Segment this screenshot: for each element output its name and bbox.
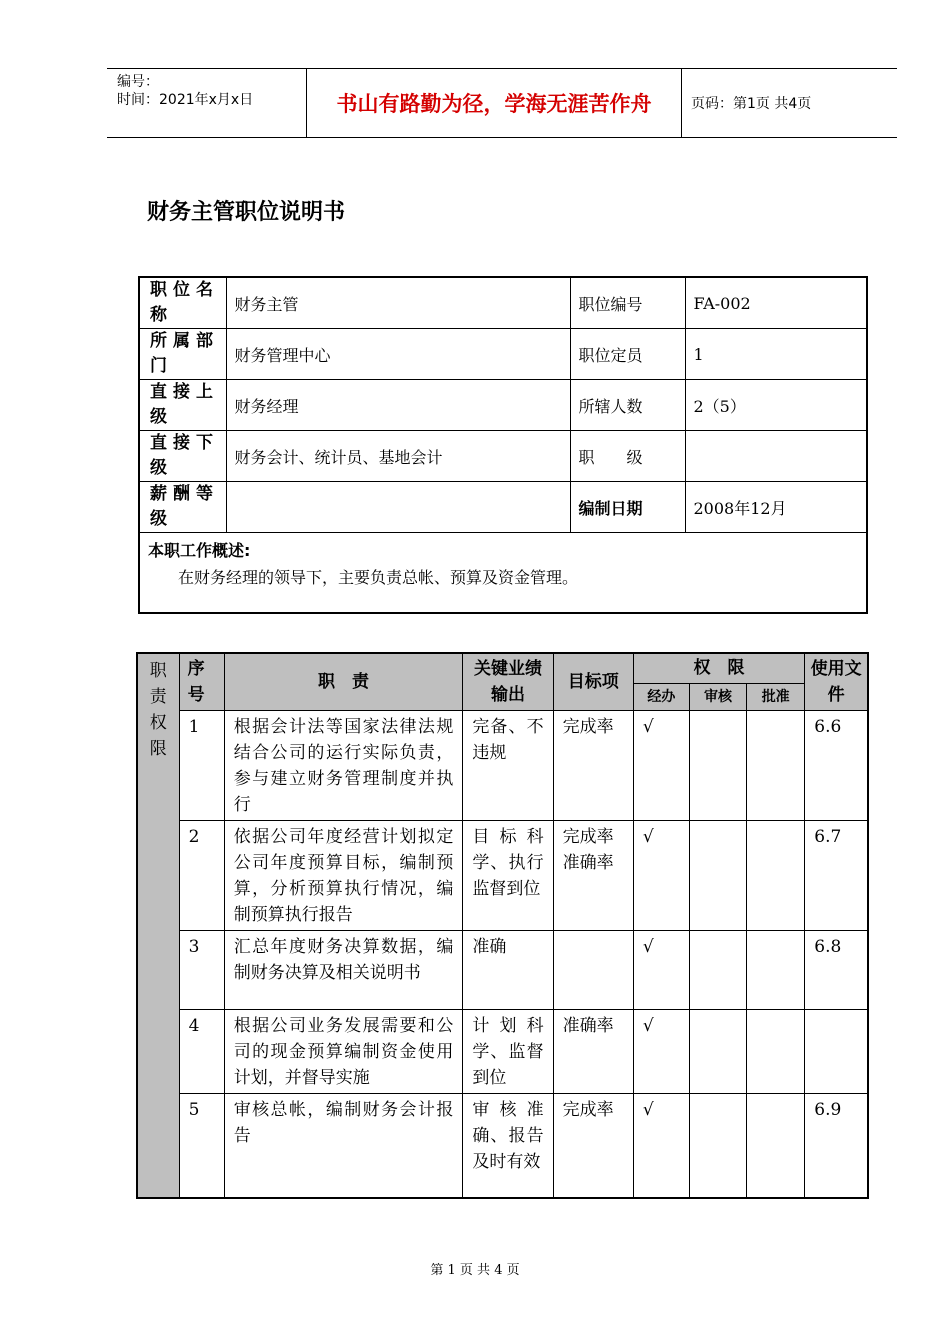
subordinate-label: 直接下级 [139,431,226,482]
duty-cell: 根据公司业务发展需要和公司的现金预算编制资金使用计划，并督导实施 [224,1009,463,1093]
page-header [107,68,897,138]
review-cell [689,820,746,930]
subordinates-count-label: 所辖人数 [570,380,685,431]
doc-cell: 6.7 [805,820,868,930]
approve-cell [747,1009,805,1093]
seq-header: 序号 [179,653,224,710]
summary-label: 本职工作概述: [148,541,251,560]
table-row [139,431,867,482]
handle-cell: √ [633,820,689,930]
department-value: 财务管理中心 [226,329,570,380]
position-code-value: FA-002 [685,277,867,329]
target-cell: 完成率 [553,710,633,820]
summary-cell [139,533,867,613]
date-value: 2008年12月 [685,482,867,533]
table-row [137,1009,868,1093]
doc-header: 使用文件 [805,653,868,710]
table-row [139,380,867,431]
salary-value [226,482,570,533]
position-name-label: 职位名称 [139,277,226,329]
handle-cell: √ [633,1009,689,1093]
review-header: 审核 [689,683,746,710]
seq-cell: 4 [179,1009,224,1093]
subordinates-count-value: 2（5） [685,380,867,431]
header-page-info: 页码：第1页 共4页 [691,96,812,112]
review-cell [689,710,746,820]
table-row [139,277,867,329]
document-title: 财务主管职位说明书 [147,200,346,225]
seq-cell: 1 [179,710,224,820]
handle-cell: √ [633,930,689,1009]
summary-text: 在财务经理的领导下，主要负责总帐、预算及资金管理。 [178,568,579,587]
handle-cell: √ [633,710,689,820]
approve-cell [747,710,805,820]
position-code-label: 职位编号 [570,277,685,329]
output-cell: 准确 [463,930,553,1009]
duties-side-label: 职 责 权 限 [137,653,179,1198]
table-row [139,482,867,533]
doc-cell: 6.6 [805,710,868,820]
target-cell: 完成率 [553,1093,633,1198]
page-footer: 第 1 页 共 4 页 [430,1263,520,1278]
duty-cell: 依据公司年度经营计划拟定公司年度预算目标，编制预算，分析预算执行情况，编制预算执行报告 [224,820,463,930]
output-cell: 计划科学、监督到位 [463,1009,553,1093]
output-cell: 目标科学、执行监督到位 [463,820,553,930]
grade-value [685,431,867,482]
seq-cell: 2 [179,820,224,930]
handle-cell: √ [633,1093,689,1198]
table-row [139,533,867,613]
target-cell: 完成率 准确率 [553,820,633,930]
seq-cell: 5 [179,1093,224,1198]
review-cell [689,1009,746,1093]
table-header-row [137,653,868,683]
duty-cell: 汇总年度财务决算数据，编制财务决算及相关说明书 [224,930,463,1009]
table-row [137,820,868,930]
approve-header: 批准 [747,683,805,710]
salary-label: 薪酬等级 [139,482,226,533]
headcount-value: 1 [685,329,867,380]
header-left [107,69,307,137]
approve-cell [747,930,805,1009]
seq-cell: 3 [179,930,224,1009]
table-row [139,329,867,380]
doc-cell: 6.8 [805,930,868,1009]
authority-header: 权 限 [633,653,804,683]
duty-cell: 根据会计法等国家法律法规结合公司的运行实际负责，参与建立财务管理制度并执行 [224,710,463,820]
handle-header: 经办 [633,683,689,710]
department-label: 所属部门 [139,329,226,380]
position-info-table [138,276,868,614]
position-name-value: 财务主管 [226,277,570,329]
output-cell: 审核准确、报告及时有效 [463,1093,553,1198]
superior-label: 直接上级 [139,380,226,431]
date-label: 编制日期 [570,482,685,533]
target-cell [553,930,633,1009]
approve-cell [747,1093,805,1198]
grade-label: 职 级 [570,431,685,482]
target-header: 目标项 [553,653,633,710]
review-cell [689,1093,746,1198]
doc-cell: 6.9 [805,1093,868,1198]
duty-cell: 审核总帐，编制财务会计报告 [224,1093,463,1198]
table-row [137,930,868,1009]
target-cell: 准确率 [553,1009,633,1093]
review-cell [689,930,746,1009]
header-motto: 书山有路勤为径，学海无涯苦作舟 [307,69,682,137]
time-label: 时间：2021年x月x日 [117,92,254,108]
table-row [137,1093,868,1198]
output-header: 关键业绩输出 [463,653,553,710]
table-row [137,710,868,820]
superior-value: 财务经理 [226,380,570,431]
output-cell: 完备、不违规 [463,710,553,820]
approve-cell [747,820,805,930]
subordinate-value: 财务会计、统计员、基地会计 [226,431,570,482]
doc-cell [805,1009,868,1093]
duties-table [136,652,869,1199]
number-label: 编号： [117,74,159,90]
headcount-label: 职位定员 [570,329,685,380]
duty-header: 职 责 [224,653,463,710]
